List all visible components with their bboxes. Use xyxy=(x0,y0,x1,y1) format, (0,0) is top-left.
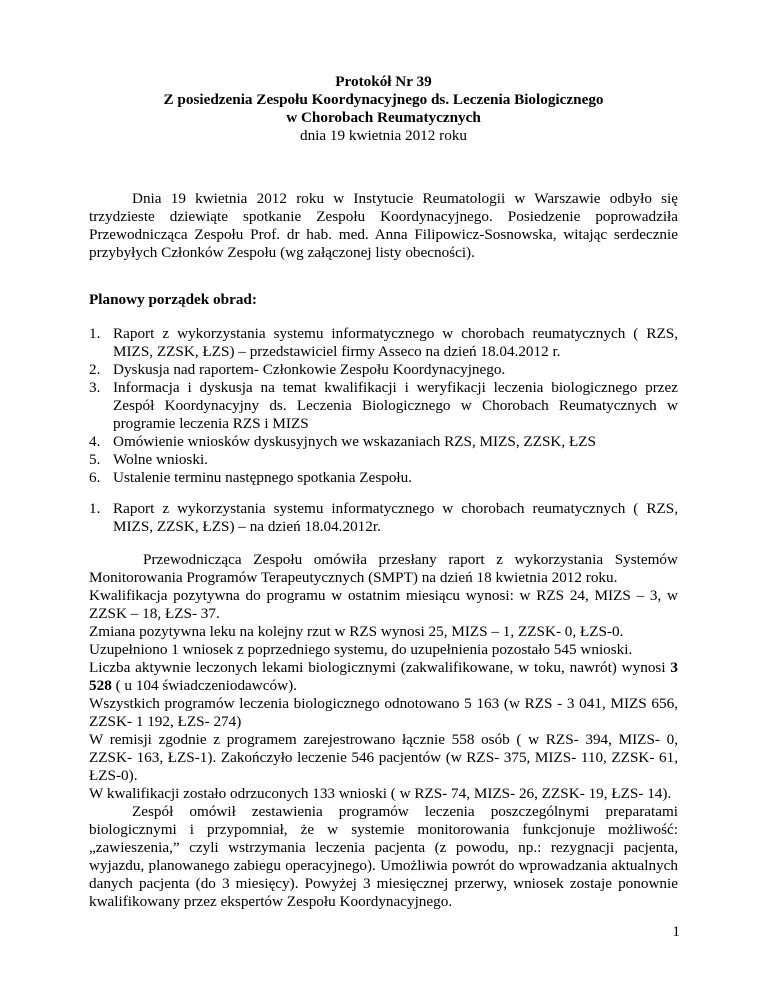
document-title xyxy=(89,73,678,145)
body-paragraph: Przewodnicząca Zespołu omówiła przesłany raport z wykorzystania Systemów Monitorowania Programów Terapeutycznych (SMPT) na dzień 18 kwietnia 2012 roku. xyxy=(89,551,678,586)
body-paragraph: Wszystkich programów leczenia biologicznego odnotowano 5 163 (w RZS - 3 041, MIZS 656, ZZSK- 1 192, ŁZS- 274) xyxy=(89,695,678,730)
agenda-item-number: 4. xyxy=(89,433,101,450)
intro-paragraph: Dnia 19 kwietnia 2012 roku w Instytucie Reumatologii w Warszawie odbyło się trzydzieste dziewiąte spotkanie Zespołu Koordynacyjnego. Posiedzenie poprowadziła Przewodnicząca Zespołu Prof. dr hab. med. Anna Filipowicz-Sosnowska, witając serdecznie przybyłych Członków Zespołu (wg załączonej listy obecności). xyxy=(89,190,678,261)
agenda-item-text: Omówienie wniosków dyskusyjnych we wskazaniach RZS, MIZS, ZZSK, ŁZS xyxy=(113,433,596,450)
agenda-item xyxy=(89,379,678,433)
agenda-item xyxy=(89,361,678,379)
active-patients-count: 3 528 xyxy=(89,659,678,694)
section-title: Raport z wykorzystania systemu informatycznego w chorobach reumatycznych ( RZS, MIZS, ZZSK, ŁZS) – na dzień 18.04.2012r. xyxy=(113,500,678,535)
active-patients-text: Liczba aktywnie leczonych lekami biologicznymi (zakwalifikowane, w toku, nawrót) wynosi xyxy=(89,659,671,676)
providers-text: ( u 104 świadczeniodawców). xyxy=(111,677,297,694)
body-paragraph: Zmiana pozytywna leku na kolejny rzut w RZS wynosi 25, MIZS – 1, ZZSK- 0, ŁZS-0. xyxy=(89,623,624,640)
agenda-item-text: Ustalenie terminu następnego spotkania Zespołu. xyxy=(113,469,413,486)
body-paragraph: W kwalifikacji zostało odrzuconych 133 wnioski ( w RZS- 74, MIZS- 26, ZZSK- 19, ŁZS- 14). xyxy=(89,785,672,802)
section-1-body xyxy=(89,551,678,911)
agenda-list xyxy=(89,325,678,487)
agenda-item-number: 5. xyxy=(89,451,101,468)
agenda-item-number: 2. xyxy=(89,361,101,378)
agenda-item-text: Dyskusja nad raportem- Członkowie Zespołu Koordynacyjnego. xyxy=(113,361,506,378)
title-line-3: w Chorobach Reumatycznych xyxy=(286,109,481,126)
body-paragraph: W remisji zgodnie z programem zarejestrowano łącznie 558 osób ( w RZS- 394, MIZS- 0, ZZSK- 163, ŁZS-1). Zakończyło leczenie 546 pacjentów (w RZS- 375, MIZS- 110, ZZSK- 61, ŁZS-0). xyxy=(89,731,678,784)
agenda-item xyxy=(89,451,678,469)
body-paragraph: Uzupełniono 1 wniosek z poprzedniego systemu, do uzupełnienia pozostało 545 wnioski. xyxy=(89,641,633,658)
agenda-item-text: Wolne wnioski. xyxy=(113,451,208,468)
page-number: 1 xyxy=(672,923,680,940)
title-line-2: Z posiedzenia Zespołu Koordynacyjnego ds. Leczenia Biologicznego xyxy=(163,91,604,108)
section-1-heading xyxy=(89,500,678,536)
agenda-item-number: 1. xyxy=(89,325,101,342)
agenda-item-number: 6. xyxy=(89,469,101,486)
section-number: 1. xyxy=(89,500,101,517)
agenda-item-text: Raport z wykorzystania systemu informatycznego w chorobach reumatycznych ( RZS, MIZS, ZZSK, ŁZS) – przedstawiciel firmy Asseco na dzień 18.04.2012 r. xyxy=(113,325,678,360)
body-paragraph xyxy=(89,659,678,695)
agenda-item xyxy=(89,433,678,451)
agenda-heading: Planowy porządek obrad: xyxy=(89,291,257,308)
agenda-item-text: Informacja i dyskusja na temat kwalifikacji i weryfikacji leczenia biologicznego przez Zespół Koordynacyjny ds. Leczenia Biologicznego w Chorobach Reumatycznych w programie leczenia RZS i MIZS xyxy=(113,379,678,432)
body-paragraph: Zespół omówił zestawienia programów leczenia poszczególnymi preparatami biologicznymi i przypomniał, że w systemie monitorowania funkcjonuje możliwość: „zawieszenia,” czyli wstrzymania leczenia pacjenta (z powodu, np.: rezygnacji pacjenta, wyjazdu, planowanego zabiegu operacyjnego). Umożliwia powrót do wprowadzania aktualnych danych pacjenta (do 3 miesięcy). Powyżej 3 miesięcznej przerwy, wniosek zostaje ponownie kwalifikowany przez ekspertów Zespołu Koordynacyjnego. xyxy=(89,803,678,910)
agenda-item xyxy=(89,469,678,487)
title-line-1: Protokół Nr 39 xyxy=(335,73,432,90)
agenda-item-number: 3. xyxy=(89,379,101,396)
agenda-item xyxy=(89,325,678,361)
meeting-date: dnia 19 kwietnia 2012 roku xyxy=(299,127,468,144)
body-paragraph: Kwalifikacja pozytywna do programu w ostatnim miesiącu wynosi: w RZS 24, MIZS – 3, w ZZSK – 18, ŁZS- 37. xyxy=(89,587,678,622)
